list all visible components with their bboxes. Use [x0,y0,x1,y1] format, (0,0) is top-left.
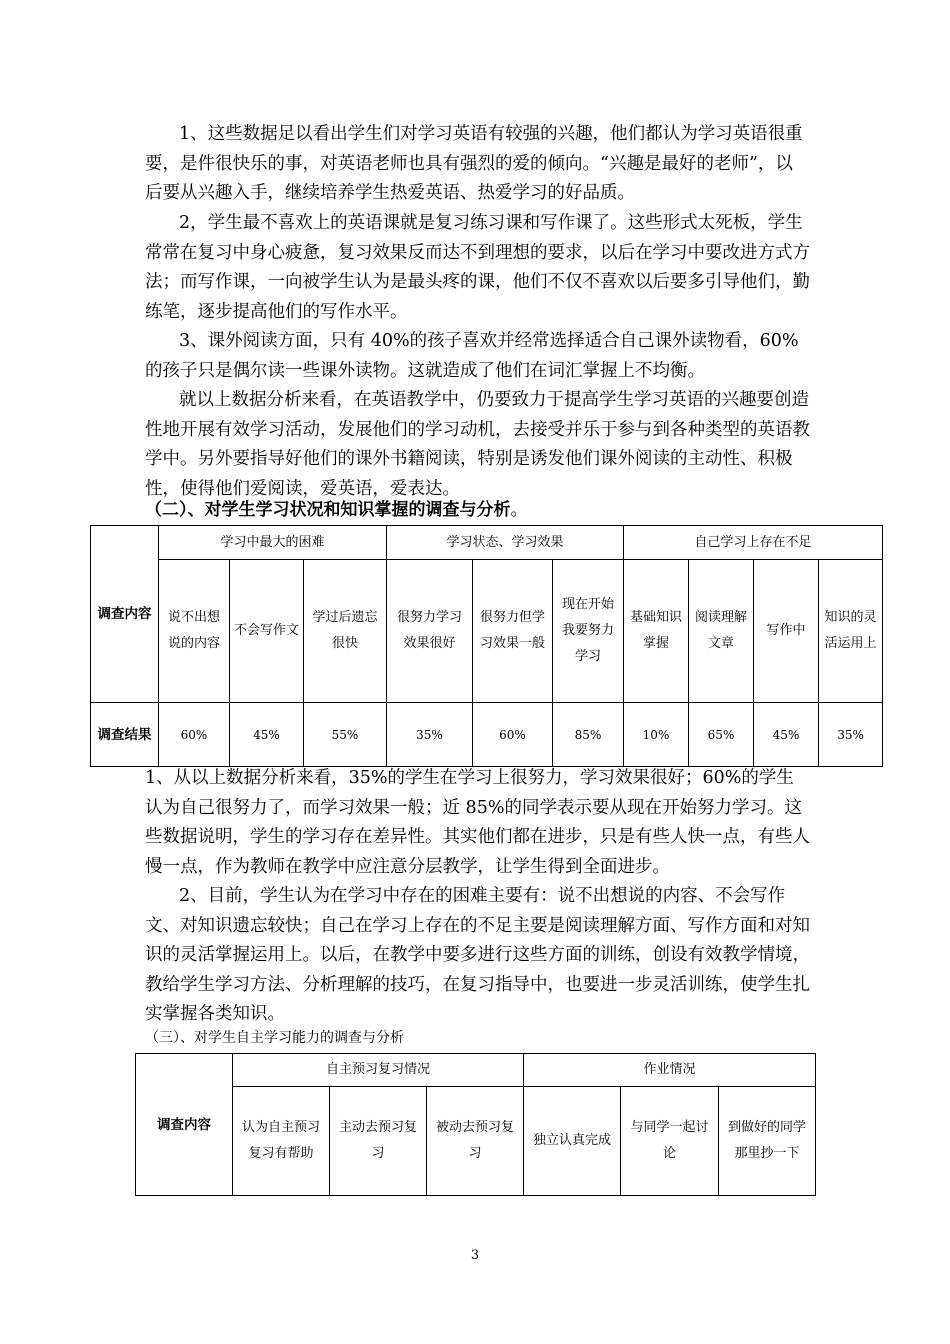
item-cell: 写作中 [754,560,819,703]
paragraph-1: 1、这些数据足以看出学生们对学习英语有较强的兴趣，他们都认为学习英语很重要，是件很快乐的事，对英语老师也具有强烈的爱的倾向。“兴趣是最好的老师”，以后要从兴趣入手，继续培养学生热爱英语、热爱学习的好品质。 [145,124,803,203]
result-cell: 45% [754,703,819,767]
row-head-result-text: 调查结果 [97,726,152,743]
item-cell: 认为自主预习复习有帮助 [233,1087,330,1196]
result-cell: 60% [159,703,230,767]
section2-paragraph-2: 2、目前，学生认为在学习中存在的困难主要有：说不出想说的内容、不会写作文、对知识遗忘较快；自己在学习上存在的不足主要是阅读理解方面、写作方面和对知识的灵活掌握运用上。以后，在教学中要多进行这些方面的训练，创设有效教学情境，教给学生学习方法、分析理解的技巧，在复习指导中，也要进一步灵活训练，使学生扎实掌握各类知识。 [145,886,810,1024]
item-cell: 到做好的同学那里抄一下 [719,1087,816,1196]
section3-heading: （三）、对学生自主学习能力的调查与分析 [145,1030,404,1046]
result-cell: 35% [387,703,473,767]
row-head-content [91,526,159,703]
row-head-content-text: 调查内容 [97,606,152,622]
section2-heading-text: （二）、对学生学习状况和知识掌握的调查与分析 [145,500,511,520]
result-cell: 10% [624,703,689,767]
result-cell: 85% [553,703,624,767]
item-cell: 被动去预习复习 [427,1087,524,1196]
paragraph-4: 就以上数据分析来看，在英语教学中，仍要致力于提高学生学习英语的兴趣要创造性地开展有效学习活动，发展他们的学习动机，去接受并乐于参与到各种类型的英语教学中。另外要指导好他们的课外书籍阅读，特别是诱发他们课外阅读的主动性、积极性，使得他们爱阅读，爱英语，爱表达。 [145,390,810,499]
result-cell: 60% [473,703,553,767]
row-head-content [136,1054,233,1196]
group-shortcoming: 自己学习上存在不足 [624,526,883,560]
paragraph-2: 2，学生最不喜欢上的英语课就是复习练习课和写作课了。这些形式太死板，学生常常在复习中身心疲惫，复习效果反而达不到理想的要求，以后在学习中要改进方式方法；而写作课，一向被学生认为是最头疼的课，他们不仅不喜欢以后要多引导他们，勤练笔，逐步提高他们的写作水平。 [145,213,810,322]
section2-heading-tail: 。 [510,500,528,520]
result-cell: 45% [230,703,304,767]
section2-heading [145,495,528,520]
item-cell: 说不出想说的内容 [159,560,230,703]
item-cell: 很努力学习效果很好 [387,560,473,703]
item-cell: 基础知识掌握 [624,560,689,703]
page-number: 3 [470,1248,480,1263]
item-cell: 学过后遗忘很快 [304,560,387,703]
item-cell: 独立认真完成 [524,1087,621,1196]
row-head-result [91,703,159,767]
item-cell: 阅读理解文章 [689,560,754,703]
item-cell: 很努力但学习效果一般 [473,560,553,703]
study-status-table [90,525,883,767]
item-cell: 与同学一起讨论 [621,1087,719,1196]
item-cell: 现在开始我要努力学习 [553,560,624,703]
item-cell: 不会写作文 [230,560,304,703]
group-status: 学习状态、学习效果 [387,526,624,560]
section2-paragraph-1: 1、从以上数据分析来看，35%的学生在学习上很努力，学习效果很好；60%的学生认为自己很努力了，而学习效果一般；近 85%的同学表示要从现在开始努力学习。这些数据说明，学生的学习存在差异性。其实他们都在进步，只是有些人快一点，有些人慢一点，作为教师在教学中应注意分层教学，让学生得到全面进步。 [145,768,810,877]
item-cell: 知识的灵活运用上 [819,560,883,703]
group-homework: 作业情况 [524,1054,816,1087]
result-cell: 65% [689,703,754,767]
item-cell: 主动去预习复习 [330,1087,427,1196]
group-difficulty: 学习中最大的困难 [159,526,387,560]
self-study-table [135,1053,816,1196]
result-cell: 35% [819,703,883,767]
result-cell: 55% [304,703,387,767]
row-head-content-text: 调查内容 [157,1116,211,1133]
group-preview-review: 自主预习复习情况 [233,1054,524,1087]
paragraph-3: 3、课外阅读方面，只有 40%的孩子喜欢并经常选择适合自己课外读物看，60%的孩子只是偶尔读一些课外读物。这就造成了他们在词汇掌握上不均衡。 [145,331,799,381]
